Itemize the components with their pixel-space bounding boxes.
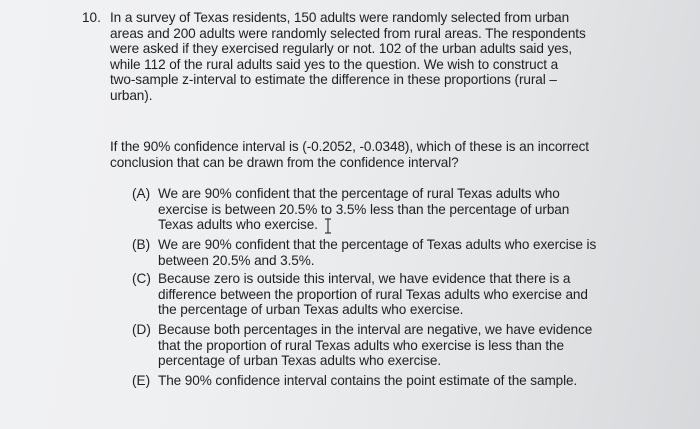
text-cursor-icon (323, 218, 333, 234)
option-line: that the proportion of rural Texas adults who exercise is less than the (158, 337, 564, 353)
question-line: were asked if they exercised regularly or not. 102 of the urban adults said yes, (110, 41, 573, 57)
option-line: The 90% confidence interval contains the point estimate of the sample. (158, 373, 578, 388)
question-line: areas and 200 adults were randomly selected from rural areas. The respondents (110, 25, 586, 41)
question-body (110, 10, 586, 104)
option-b-text (158, 237, 596, 268)
option-a-letter: (A) (132, 186, 151, 201)
option-line: We are 90% confident that the percentage of Texas adults who exercise is (158, 237, 597, 252)
question-line: while 112 of the rural adults said yes to the question. We wish to construct a (110, 56, 559, 72)
option-line: We are 90% confident that the percentage of rural Texas adults who (158, 186, 560, 201)
option-line: percentage of urban Texas adults who exercise. (158, 353, 442, 369)
option-line: Because zero is outside this interval, we have evidence that there is a (158, 271, 571, 286)
option-e-text (158, 373, 577, 389)
option-e-letter: (E) (132, 373, 151, 388)
question-line: In a survey of Texas residents, 150 adults were randomly selected from urban (110, 10, 570, 25)
option-line: between 20.5% and 3.5%. (158, 252, 315, 268)
option-line: the percentage of urban Texas adults who exercise. (158, 302, 464, 318)
question-line: two-sample z-interval to estimate the difference in these proportions (rural – (110, 72, 557, 88)
option-b-letter: (B) (132, 237, 151, 252)
prompt-line: If the 90% confidence interval is (-0.2052, -0.0348), which of these is an incorrect (110, 139, 589, 154)
option-c-text (158, 271, 588, 318)
question-number: 10. (82, 10, 101, 25)
option-line: Texas adults who exercise. (158, 217, 318, 233)
option-line: difference between the proportion of rural Texas adults who exercise and (158, 286, 588, 302)
option-d-letter: (D) (132, 322, 151, 337)
option-c-letter: (C) (132, 271, 151, 286)
option-d-text (158, 322, 592, 369)
option-line: exercise is between 20.5% to 3.5% less than the percentage of urban (158, 201, 570, 217)
prompt-line: conclusion that can be drawn from the confidence interval? (110, 154, 459, 170)
option-line: Because both percentages in the interval are negative, we have evidence (158, 322, 593, 337)
option-a-text (158, 186, 569, 233)
question-prompt (110, 139, 589, 170)
question-line: urban). (110, 87, 153, 103)
